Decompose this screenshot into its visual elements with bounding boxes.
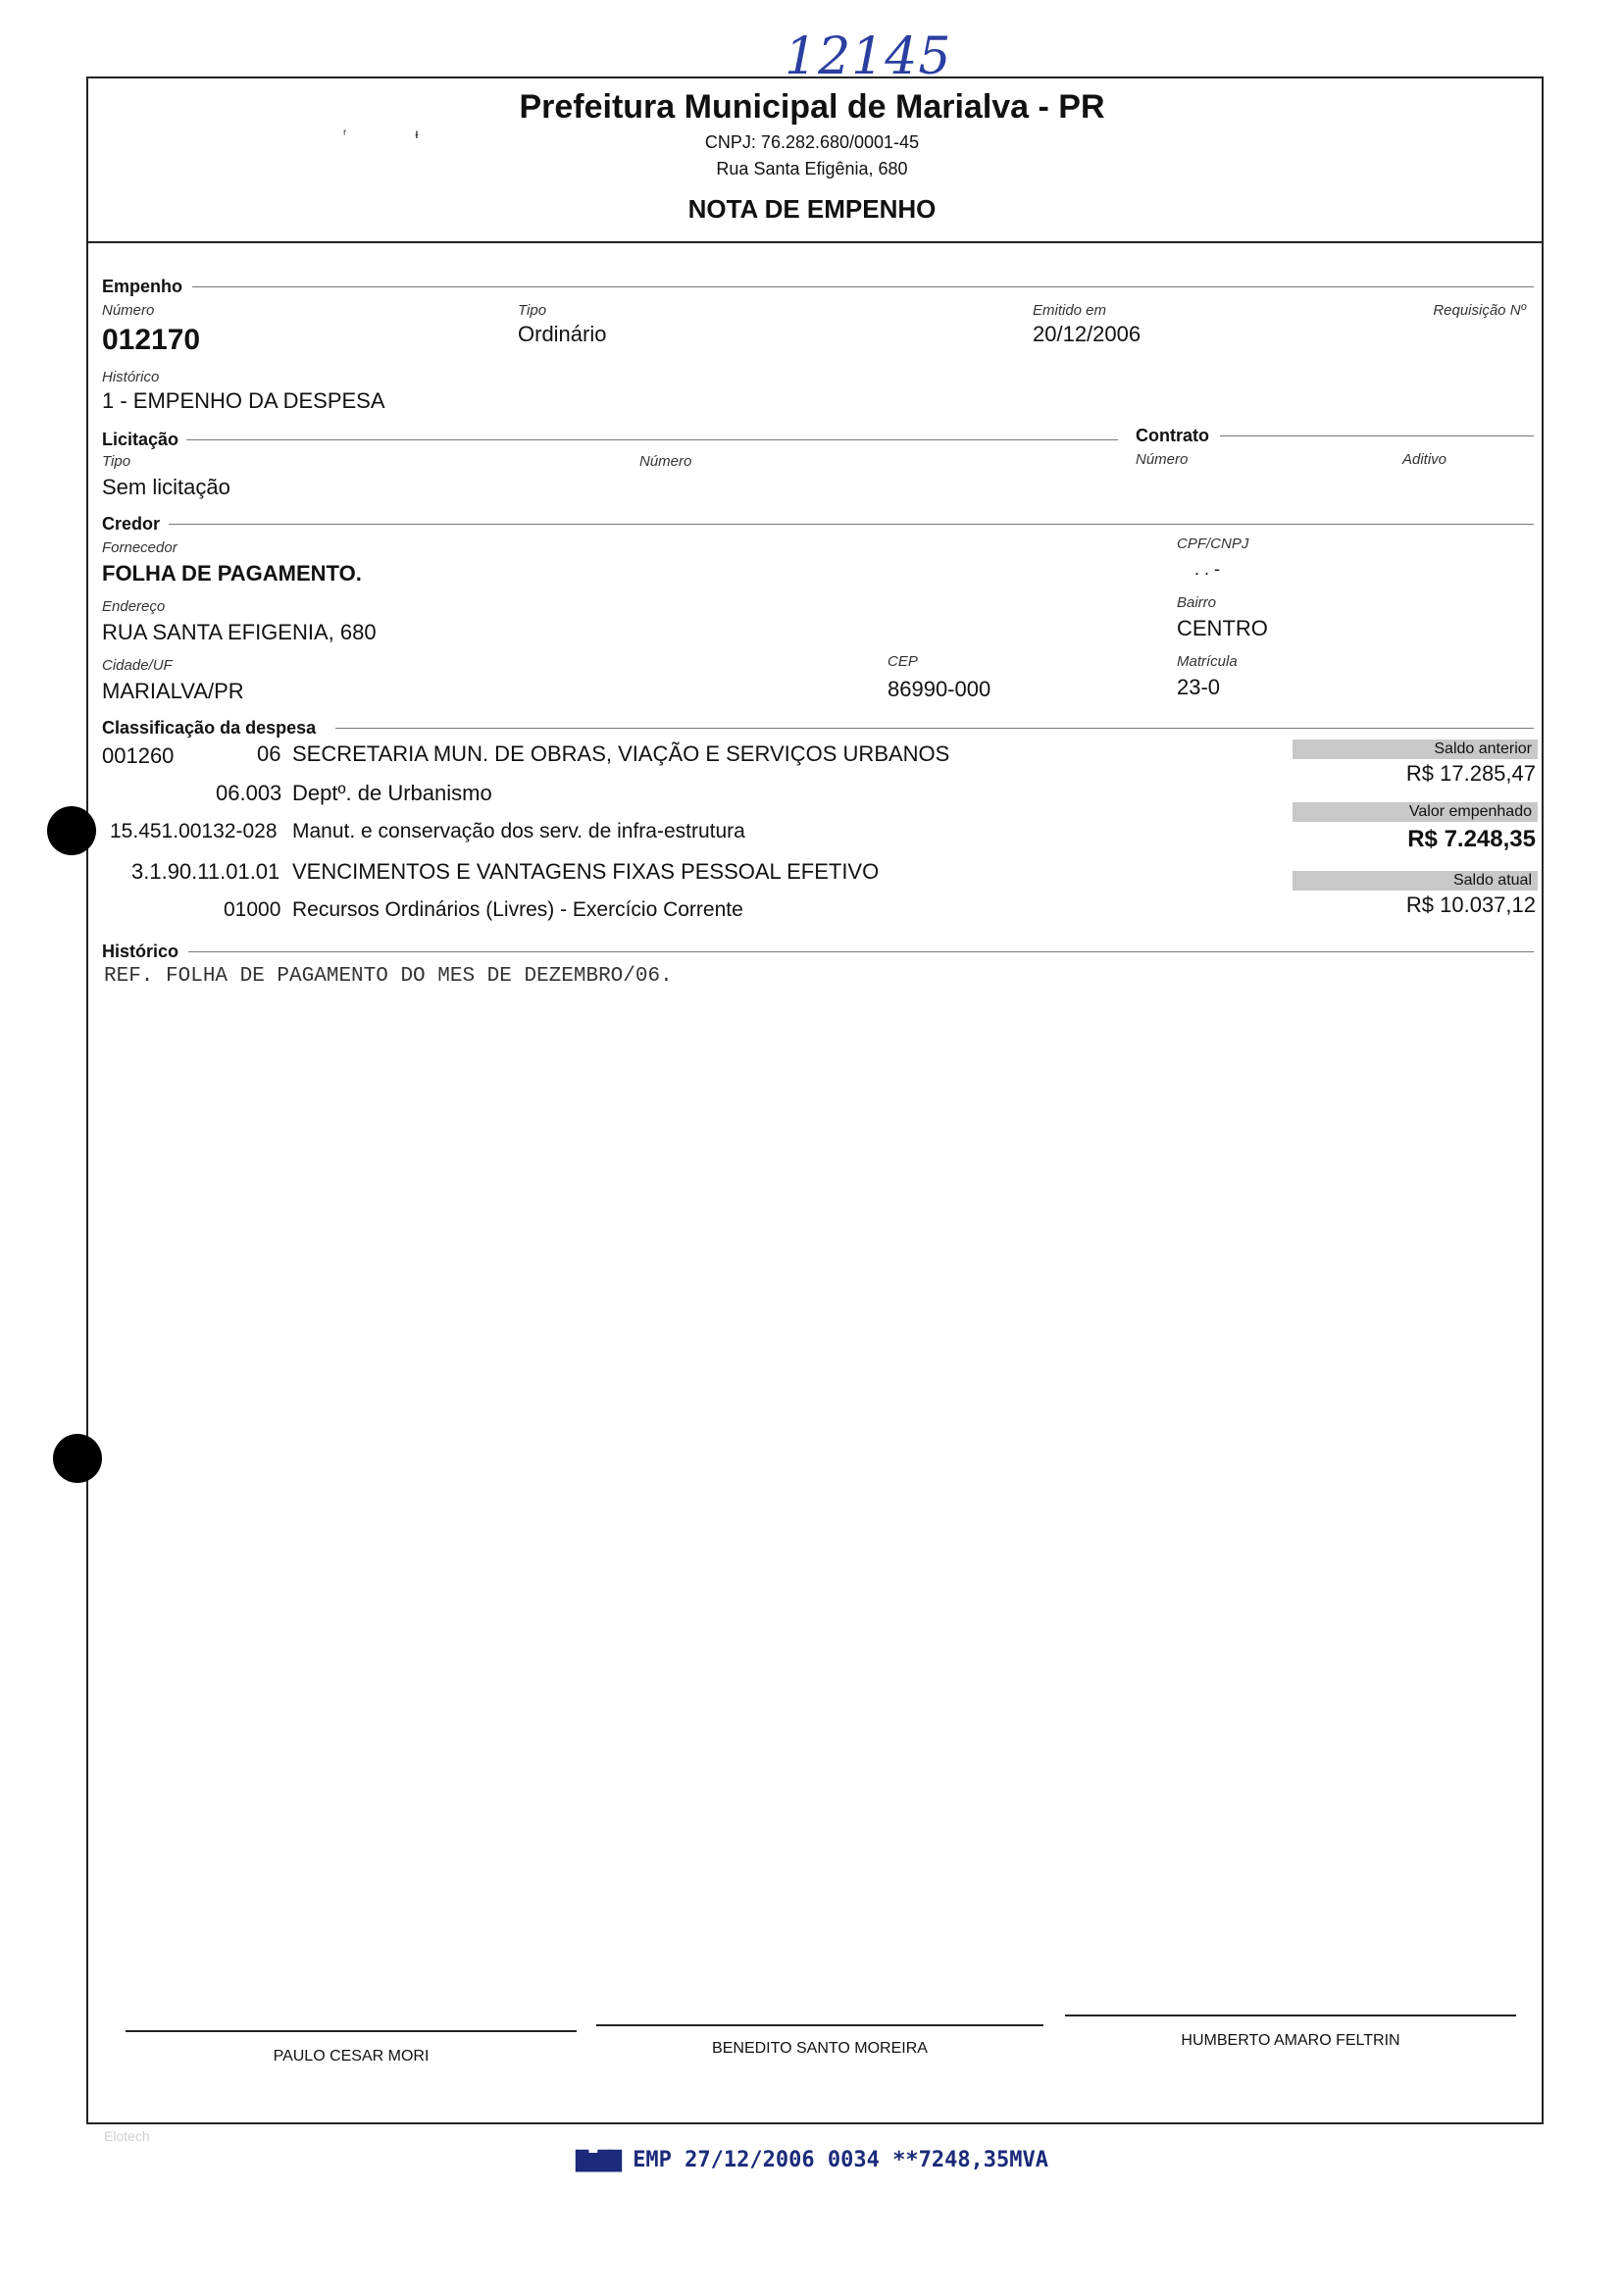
valor-empenhado: R$ 7.248,35 [1407,826,1536,852]
matricula-label: Matrícula [1177,653,1238,670]
section-licitacao: Licitação [102,430,179,449]
fornecedor-label: Fornecedor [102,539,178,556]
signature-line [126,2030,577,2032]
document-title: NOTA DE EMPENHO [687,194,937,224]
section-empenho: Empenho [102,277,183,296]
classificacao-desc: Deptº. de Urbanismo [292,781,492,805]
document-frame [86,76,1544,2124]
scan-specks: ʳ ᵻ [343,126,419,141]
licitacao-tipo: Sem licitação [102,475,230,499]
contrato-numero-label: Número [1136,451,1189,468]
bairro: CENTRO [1177,616,1268,640]
empenho-historico: 1 - EMPENHO DA DESPESA [102,388,385,413]
licitacao-numero-label: Número [639,453,692,470]
signature-line [596,2024,1043,2026]
section-rule [186,439,1118,440]
section-historico: Histórico [102,942,179,961]
section-rule [1220,435,1534,436]
signature-name: BENEDITO SANTO MOREIRA [712,2040,928,2057]
fornecedor: FOLHA DE PAGAMENTO. [102,561,362,586]
signature-line [1065,2014,1516,2016]
handwritten-page-number: 12145 [785,27,952,86]
matricula: 23-0 [1177,675,1221,699]
endereco: RUA SANTA EFIGENIA, 680 [102,620,377,644]
empenho-tipo-label: Tipo [518,302,547,319]
empenho-tipo: Ordinário [518,322,607,346]
section-rule [192,286,1534,287]
section-classificacao: Classificação da despesa [102,718,317,738]
signature-name: HUMBERTO AMARO FELTRIN [1181,2032,1400,2049]
cidade: MARIALVA/PR [102,679,244,703]
barcode-icon: ▇▆▇▇ [575,2148,620,2172]
cep: 86990-000 [888,677,991,701]
saldo-anterior-label: Saldo anterior [1293,740,1538,759]
punch-hole [53,1434,102,1483]
cidade-label: Cidade/UF [102,657,173,674]
classificacao-desc: Recursos Ordinários (Livres) - Exercício Corrente [292,898,743,921]
software-watermark: Elotech [104,2128,150,2144]
section-contrato: Contrato [1136,426,1209,445]
contrato-aditivo-label: Aditivo [1402,451,1447,468]
classificacao-desc: SECRETARIA MUN. DE OBRAS, VIAÇÃO E SERVIÇOS URBANOS [292,741,950,766]
cpf-value: . . - [1194,559,1220,579]
bairro-label: Bairro [1177,594,1217,611]
classificacao-code: 01000 [224,898,281,921]
saldo-anterior: R$ 17.285,47 [1405,761,1536,786]
classificacao-desc: VENCIMENTOS E VANTAGENS FIXAS PESSOAL EFETIVO [292,859,880,884]
historico-text: REF. FOLHA DE PAGAMENTO DO MES DE DEZEMBRO/06. [104,965,673,988]
section-rule [169,524,1534,525]
classificacao-code: 15.451.00132-028 [110,820,278,842]
endereco-label: Endereço [102,598,166,615]
saldo-atual: R$ 10.037,12 [1405,892,1536,917]
classificacao-code: 3.1.90.11.01.01 [131,859,280,884]
empenho-numero: 012170 [102,324,201,356]
header-divider [86,241,1544,243]
requisicao-label: Requisição Nº [1433,302,1526,319]
valor-empenhado-label: Valor empenhado [1293,802,1538,822]
classificacao-sub: 06 [257,741,281,766]
cpf-label: CPF/CNPJ [1177,536,1249,552]
classificacao-code: 06.003 [216,781,282,805]
signature-name: PAULO CESAR MORI [273,2048,430,2065]
footer-stamp-text: EMP 27/12/2006 0034 **7248,35MVA [633,2148,1049,2172]
empenho-historico-label: Histórico [102,369,160,385]
section-credor: Credor [102,514,161,534]
section-rule [188,951,1534,952]
cep-label: CEP [888,653,918,670]
empenho-numero-label: Número [102,302,155,319]
licitacao-tipo-label: Tipo [102,453,131,470]
classificacao-code: 001260 [102,743,175,768]
empenho-emitido-label: Emitido em [1033,302,1107,319]
footer-stamp [0,2148,1624,2172]
saldo-atual-label: Saldo atual [1293,871,1538,891]
classificacao-desc: Manut. e conservação dos serv. de infra-estrutura [292,820,745,842]
section-rule [335,728,1534,729]
org-name: Prefeitura Municipal de Marialva - PR [519,88,1105,126]
org-address: Rua Santa Efigênia, 680 [716,159,908,178]
empenho-emitido: 20/12/2006 [1033,322,1142,346]
punch-hole [47,806,96,855]
org-cnpj: CNPJ: 76.282.680/0001-45 [704,132,920,152]
